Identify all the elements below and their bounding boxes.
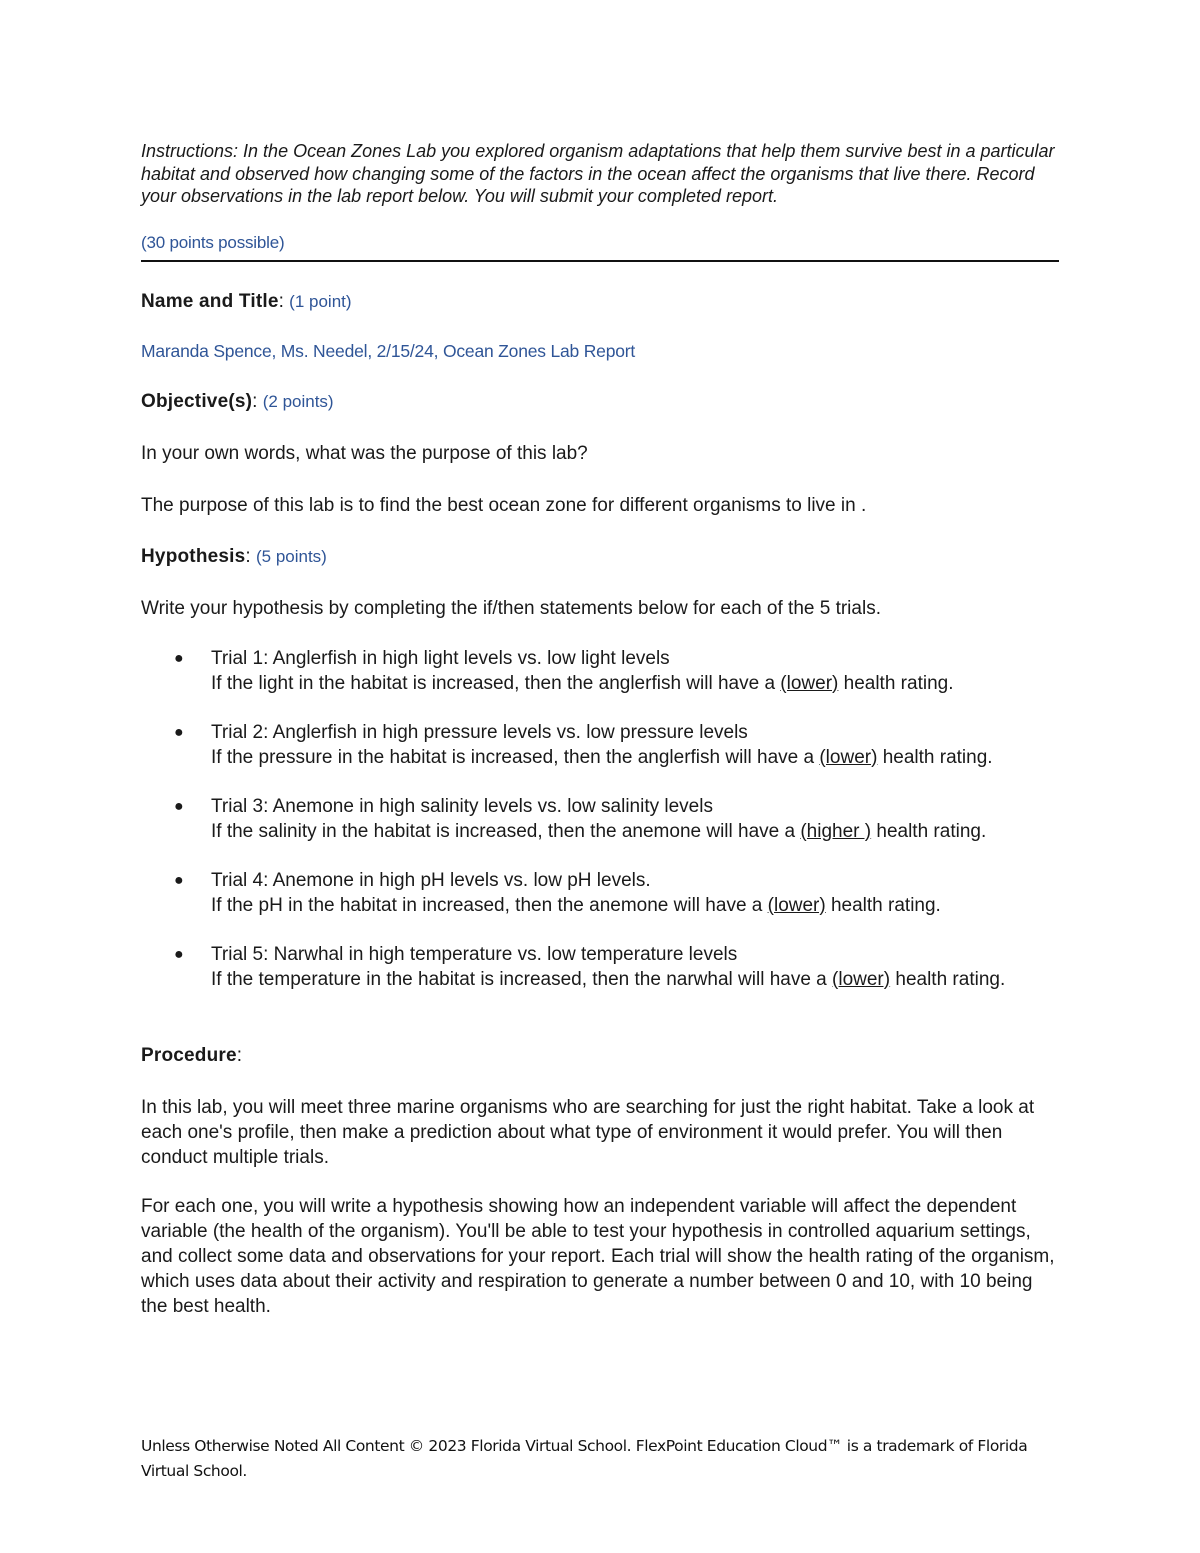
hypothesis-label: Hypothesis <box>141 545 246 567</box>
hypothesis-heading: Hypothesis: (5 points) <box>141 545 327 567</box>
objective-points: (2 points) <box>262 391 334 411</box>
bullet-icon: ● <box>174 649 184 667</box>
procedure-label: Procedure <box>141 1044 237 1066</box>
trial-statement-start: If the light in the habitat is increased, then the anglerfish will have a <box>211 672 781 694</box>
hypothesis-prompt: Write your hypothesis by completing the if/then statements below for each of the 5 trials. <box>141 597 881 619</box>
trial-answer: (lower) <box>819 746 878 768</box>
name-title-points: (1 point) <box>289 291 352 311</box>
bullet-icon: ● <box>174 871 184 889</box>
trial-statement-end: health rating. <box>890 968 1006 990</box>
trial-statement-end: health rating. <box>871 820 987 842</box>
trial-statement-start: If the temperature in the habitat is increased, then the narwhal will have a <box>211 968 833 990</box>
name-title-heading: Name and Title: (1 point) <box>141 290 352 312</box>
name-title-answer: Maranda Spence, Ms. Needel, 2/15/24, Ocean Zones Lab Report <box>141 340 636 361</box>
trial-title: Trial 4: Anemone in high pH levels vs. low pH levels. <box>211 869 651 891</box>
copyright-footer: Unless Otherwise Noted All Content © 2023 Florida Virtual School. FlexPoint Education Cloud™ is a trademark of Florida Virtual School. <box>141 1437 1028 1480</box>
name-title-label: Name and Title <box>141 290 279 312</box>
points-possible: (30 points possible) <box>141 232 285 252</box>
bullet-icon: ● <box>174 945 184 963</box>
trial-title: Trial 5: Narwhal in high temperature vs. low temperature levels <box>211 943 738 965</box>
trial-statement-start: If the pH in the habitat in increased, then the anemone will have a <box>211 894 768 916</box>
lab-report-page <box>141 140 1059 1319</box>
trial-statement-end: health rating. <box>838 672 954 694</box>
trial-answer: (lower) <box>767 894 826 916</box>
section-divider <box>141 260 1059 262</box>
trial-item <box>141 720 1059 770</box>
trial-answer: (lower) <box>832 968 891 990</box>
trial-list <box>141 646 1059 992</box>
trial-answer: (lower) <box>780 672 839 694</box>
objective-answer: The purpose of this lab is to find the best ocean zone for different organisms to live in . <box>141 494 867 516</box>
objective-heading: Objective(s): (2 points) <box>141 390 334 412</box>
trial-item <box>141 868 1059 918</box>
trial-answer: (higher ) <box>800 820 872 842</box>
objective-label: Objective(s) <box>141 390 253 412</box>
trial-item <box>141 942 1059 992</box>
instructions-text: Instructions: In the Ocean Zones Lab you explored organism adaptations that help them survive best in a particular habitat and observed how changing some of the factors in the ocean affect the organisms that live there. Record your observations in the lab report below. You will submit your completed report. <box>141 141 1055 206</box>
bullet-icon: ● <box>174 797 184 815</box>
procedure-paragraph-1: In this lab, you will meet three marine organisms who are searching for just the right habitat. Take a look at each one's profile, then make a prediction about what type of environment it would prefer. You will then conduct multiple trials. <box>141 1096 1035 1168</box>
hypothesis-points: (5 points) <box>255 546 327 566</box>
trial-statement-end: health rating. <box>877 746 993 768</box>
procedure-paragraph-2: For each one, you will write a hypothesis showing how an independent variable will affect the dependent variable (the health of the organism). You'll be able to test your hypothesis in controlled aquarium settings, and collect some data and observations for your report. Each trial will show the health rating of the organism, which uses data about their activity and respiration to generate a number between 0 and 10, with 10 being the best health. <box>141 1195 1055 1317</box>
trial-title: Trial 2: Anglerfish in high pressure levels vs. low pressure levels <box>211 721 748 743</box>
trial-item <box>141 646 1059 696</box>
trial-title: Trial 1: Anglerfish in high light levels vs. low light levels <box>211 647 670 669</box>
trial-statement-end: health rating. <box>825 894 941 916</box>
trial-item <box>141 794 1059 844</box>
trial-statement-start: If the pressure in the habitat is increased, then the anglerfish will have a <box>211 746 820 768</box>
objective-question: In your own words, what was the purpose of this lab? <box>141 442 588 464</box>
procedure-heading: Procedure: <box>141 1044 243 1066</box>
bullet-icon: ● <box>174 723 184 741</box>
trial-statement-start: If the salinity in the habitat is increased, then the anemone will have a <box>211 820 801 842</box>
trial-title: Trial 3: Anemone in high salinity levels vs. low salinity levels <box>211 795 713 817</box>
